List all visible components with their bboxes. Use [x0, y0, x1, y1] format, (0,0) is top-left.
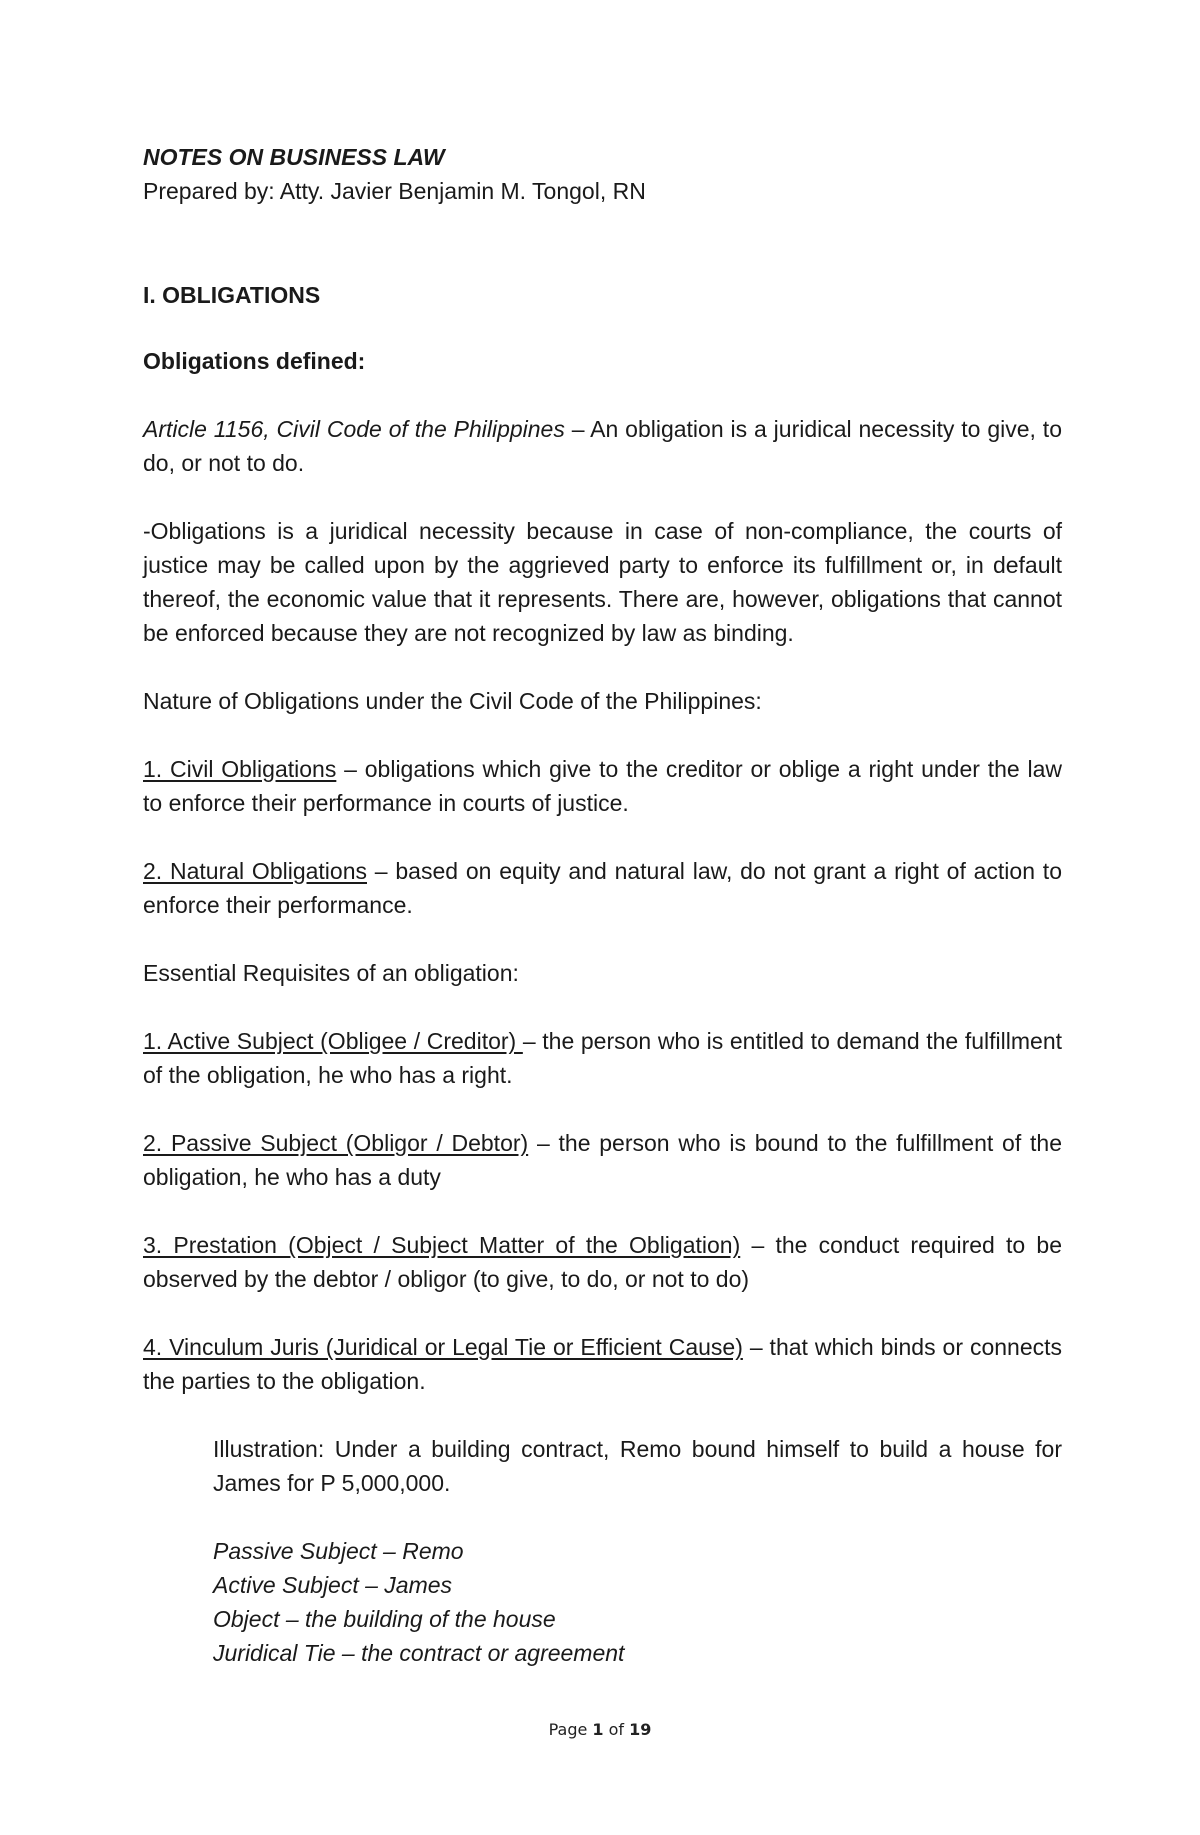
requisite-item-passive: [143, 1126, 1062, 1194]
requisite-item-prestation: [143, 1228, 1062, 1296]
requisite-item-term: 4. Vinculum Juris (Juridical or Legal Tie or Efficient Cause): [143, 1334, 743, 1360]
page-footer: [0, 1720, 1200, 1739]
page-number-middle: of: [603, 1720, 630, 1739]
page-number-prefix: Page: [548, 1720, 593, 1739]
definition-source: Article 1156, Civil Code of the Philippines: [143, 416, 565, 442]
nature-item-term: 2. Natural Obligations: [143, 858, 367, 884]
illustration-line-passive: Passive Subject – Remo: [213, 1538, 464, 1564]
requisites-intro: Essential Requisites of an obligation:: [143, 960, 519, 986]
nature-item-civil: [143, 752, 1062, 820]
explanation-paragraph: -Obligations is a juridical necessity because in case of non-compliance, the courts of justice may be called upon by the aggrieved party to enforce its fulfillment or, in default thereof, the economic value that it represents. There are, however, obligations that cannot be enforced because they are not recognized by law as binding.: [143, 518, 1062, 646]
definition-text: – An obligation is a juridical necessity to give, to do, or not to do.: [143, 416, 1062, 476]
requisite-item-active: [143, 1024, 1062, 1092]
illustration-text: Illustration: Under a building contract, Remo bound himself to build a house for James for P 5,000,000.: [213, 1436, 1062, 1496]
requisite-item-text: – the conduct required to be observed by the debtor / obligor (to give, to do, or not to do): [143, 1232, 1062, 1292]
requisite-item-text: – the person who is entitled to demand the fulfillment of the obligation, he who has a right.: [143, 1028, 1062, 1088]
author-line: Prepared by: Atty. Javier Benjamin M. Tongol, RN: [143, 178, 646, 204]
requisite-item-text: – the person who is bound to the fulfillment of the obligation, he who has a duty: [143, 1130, 1062, 1190]
document-title: NOTES ON BUSINESS LAW: [143, 144, 445, 170]
nature-intro: Nature of Obligations under the Civil Code of the Philippines:: [143, 688, 762, 714]
illustration-line-object: Object – the building of the house: [213, 1606, 556, 1632]
nature-item-text: – obligations which give to the creditor or oblige a right under the law to enforce their performance in courts of justice.: [143, 756, 1063, 816]
page-content: [143, 140, 1062, 1670]
illustration-parties: [213, 1534, 1062, 1670]
requisite-item-vinculum: [143, 1330, 1062, 1398]
section-heading: I. OBLIGATIONS: [143, 282, 321, 308]
requisite-item-text: – that which binds or connects the parties to the obligation.: [143, 1334, 1063, 1394]
illustration-line-active: Active Subject – James: [213, 1572, 453, 1598]
page-number-current: 1: [592, 1720, 604, 1739]
requisite-item-term: 3. Prestation (Object / Subject Matter of the Obligation): [143, 1232, 741, 1258]
sub-heading: Obligations defined:: [143, 348, 366, 374]
illustration-block: [213, 1432, 1062, 1500]
nature-item-text: – based on equity and natural law, do not grant a right of action to enforce their performance.: [143, 858, 1062, 918]
page-number-total: 19: [629, 1720, 652, 1739]
requisite-item-term: 2. Passive Subject (Obligor / Debtor): [143, 1130, 529, 1156]
requisite-item-term: 1. Active Subject (Obligee / Creditor): [143, 1028, 523, 1054]
nature-item-term: 1. Civil Obligations: [143, 756, 337, 782]
illustration-line-tie: Juridical Tie – the contract or agreement: [213, 1640, 625, 1666]
nature-item-natural: [143, 854, 1062, 922]
definition-paragraph: [143, 412, 1062, 480]
